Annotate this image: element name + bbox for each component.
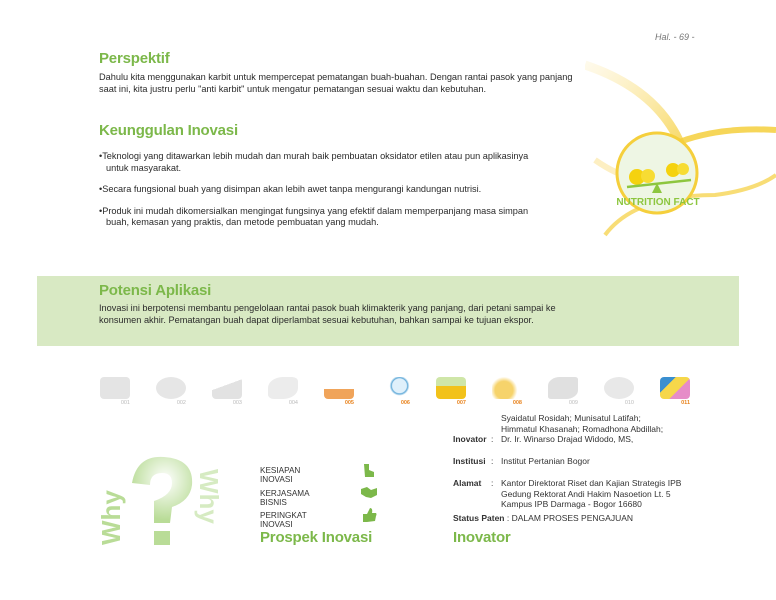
prospek-label: KERJASAMA BISNIS xyxy=(260,488,310,507)
category-item xyxy=(154,375,188,411)
fruit-icon xyxy=(641,169,655,183)
alamat-label: Alamat xyxy=(453,478,482,488)
status-paten-row xyxy=(453,513,743,524)
status-paten-label: Status Paten xyxy=(453,512,505,523)
category-item xyxy=(602,375,636,411)
research-icon xyxy=(380,377,410,399)
category-item xyxy=(546,375,580,411)
food-icon xyxy=(156,377,186,399)
page-number: Hal. - 69 - xyxy=(655,32,695,42)
category-number: 004 xyxy=(288,400,298,406)
category-item xyxy=(322,375,356,411)
keunggulan-title: Keunggulan Inovasi xyxy=(99,122,238,139)
institusi-value: Institut Pertanian Bogor xyxy=(501,455,590,466)
alamat-line: Gedung Rektorat Andi Hakim Nasoetion Lt. 5 xyxy=(501,488,671,499)
prospek-label: PERINGKAT INOVASI xyxy=(260,511,307,529)
category-number: 007 xyxy=(456,400,466,406)
colon: : xyxy=(491,434,494,444)
category-number: 006 xyxy=(400,400,410,406)
inovator-details xyxy=(453,413,743,523)
potensi-title: Potensi Aplikasi xyxy=(99,282,212,299)
category-number: 010 xyxy=(624,400,634,406)
infrastructure-icon xyxy=(212,377,242,399)
handshake-icon xyxy=(360,485,378,501)
inovator-names-line: Himmatul Khasanah; Romadhona Abdillah; xyxy=(501,423,664,434)
inovator-row xyxy=(453,434,743,445)
colon: : xyxy=(491,455,494,466)
why-word-left: Why xyxy=(96,490,126,545)
category-number: 008 xyxy=(512,400,522,406)
category-item xyxy=(490,375,524,411)
inovator-value: Dr. Ir. Winarso Drajad Widodo, MS, xyxy=(501,434,634,444)
perspektif-body: Dahulu kita menggunakan karbit untuk mempercepat pematangan buah-buahan. Dengan rantai pasok yang panjang saat ini, kita justru perlu "anti karbit" untuk mengatur pematangan sesuai waktu dan kebutuhan. xyxy=(99,72,573,94)
prospek-label: KESIAPAN INOVASI xyxy=(260,466,301,484)
social-icon xyxy=(660,377,690,399)
nutrition-fact-label: NUTRITION FACT xyxy=(616,197,700,208)
alamat-value xyxy=(501,478,681,510)
plantation-icon xyxy=(436,377,466,399)
livestock-icon xyxy=(548,377,578,399)
status-paten-value: DALAM PROSES PENGAJUAN xyxy=(511,512,634,523)
thumbs-up-icon xyxy=(360,507,378,523)
keunggulan-bullet: • Teknologi yang ditawarkan lebih mudah dan murah baik pembuatan oksidator etilen atau pun aplikasinya untuk masyarakat. xyxy=(99,151,549,174)
environment-icon xyxy=(604,377,634,399)
category-number: 003 xyxy=(232,400,242,406)
alamat-line: Kantor Direktorat Riset dan Kajian Strategis IPB xyxy=(501,478,682,488)
keunggulan-bullet: • Produk ini mudah dikomersialkan mengingat fungsinya yang efektif dalam memperpanjang masa simpan buah, kemasan yang praktis, dan metode pembuatan yang mudah. xyxy=(99,206,549,229)
category-item xyxy=(658,375,692,411)
energy-icon xyxy=(268,377,298,399)
category-number: 001 xyxy=(120,400,130,406)
perspektif-title: Perspektif xyxy=(99,50,170,67)
inovator-names-line: Syaidatul Rosidah; Munisatul Latifah; xyxy=(501,413,641,423)
colon: : xyxy=(506,512,510,523)
why-question-graphic xyxy=(92,453,232,553)
fruit-icon xyxy=(677,163,689,175)
grain-icon xyxy=(492,377,522,399)
factory-icon xyxy=(100,377,130,399)
question-mark-dot xyxy=(154,531,170,545)
keunggulan-list xyxy=(99,151,549,239)
category-item xyxy=(434,375,468,411)
why-word-right: Why xyxy=(194,469,224,524)
prospek-title: Prospek Inovasi xyxy=(260,529,373,546)
category-number: 002 xyxy=(176,400,186,406)
inovator-title: Inovator xyxy=(453,529,511,546)
potensi-body: Inovasi ini berpotensi membantu pengelolaan rantai pasok buah klimakterik yang panjang, dari petani sampai ke konsumen akhir. Pematangan buah dapat diperlambat sesuai kebutuhan, bahkan sampai ke tujuan ekspor. xyxy=(99,303,556,325)
category-item xyxy=(266,375,300,411)
inovator-label: Inovator xyxy=(453,434,487,444)
alamat-line: Kampus IPB Darmaga - Bogor 16680 xyxy=(501,499,642,509)
category-number: 005 xyxy=(344,400,354,406)
colon: : xyxy=(491,478,494,488)
agriculture-icon xyxy=(324,377,354,399)
question-mark-icon xyxy=(132,457,192,523)
category-item xyxy=(98,375,132,411)
institusi-label: Institusi xyxy=(453,455,486,466)
category-number: 009 xyxy=(568,400,578,406)
category-icon-strip xyxy=(98,375,718,411)
category-number: 011 xyxy=(681,400,690,406)
readiness-icon xyxy=(360,462,378,478)
nutrition-fact-graphic xyxy=(585,55,776,245)
category-item xyxy=(210,375,244,411)
alamat-row xyxy=(453,478,743,510)
keunggulan-bullet: • Secara fungsional buah yang disimpan akan lebih awet tanpa mengurangi kandungan nutrisi. xyxy=(99,184,549,196)
institusi-row xyxy=(453,456,743,467)
category-item xyxy=(378,375,412,411)
